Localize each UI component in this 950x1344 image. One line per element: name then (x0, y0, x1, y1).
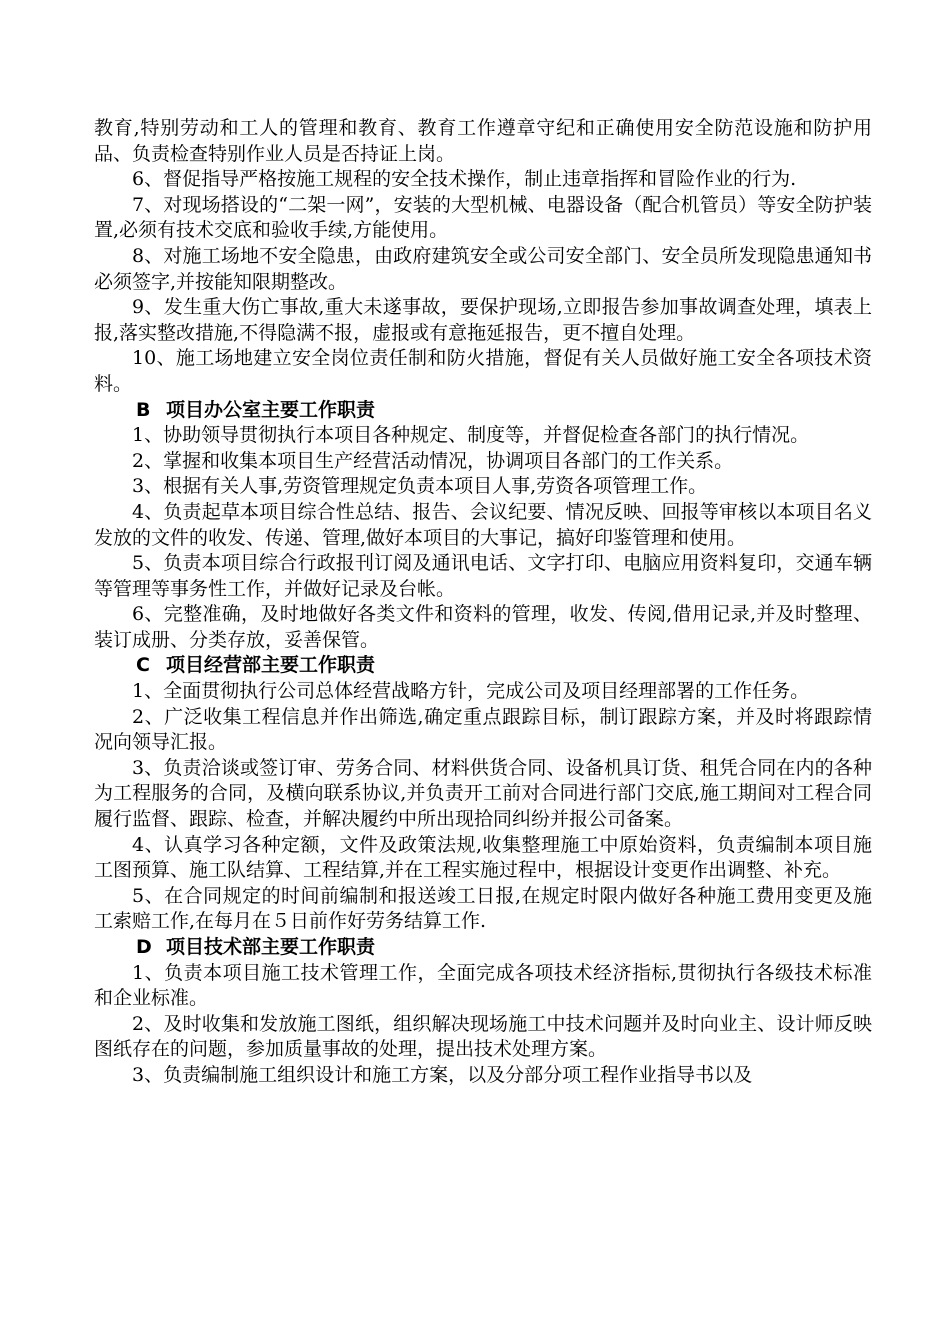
section-title: 项目办公室主要工作职责 (166, 398, 376, 421)
list-item: 2、掌握和收集本项目生产经营活动情况，协调项目各部门的工作关系。 (132, 449, 734, 472)
section-letter: C (136, 654, 150, 677)
list-item: 1、负责本项目施工技术管理工作，全面完成各项技术经济指标,贯彻执行各级技术标准和企业标准。 (94, 961, 872, 1010)
section-heading-d (94, 935, 872, 961)
section-letter: D (136, 936, 152, 958)
list-item: 3、负责洽谈或签订审、劳务合同、材料供货合同、设备机具订货、租凭合同在内的各种为工程服务的合同，及横向联系协议,并负责开工前对合同进行部门交底,施工期间对工程合同履行监督、跟踪、检查，并解决履约中所出现拾同纠纷并报公司备案。 (94, 756, 872, 831)
paragraph: 9、发生重大伤亡事故,重大未遂事故，要保护现场,立即报告参加事故调查处理，填表上报,落实整改措施,不得隐满不报，虚报或有意拖延报告，更不擅自处理。 (94, 296, 872, 344)
list-item: 2、及时收集和发放施工图纸，组织解决现场施工中技术问题并及时向业主、设计师反映图纸存在的问题，参加质量事故的处理，提出技术处理方案。 (94, 1012, 872, 1061)
section-letter: B (136, 398, 151, 421)
paragraph: 10、施工场地建立安全岗位责任制和防火措施，督促有关人员做好施工安全各项技术资料。 (94, 347, 872, 395)
list-item: 5、负责本项目综合行政报刊订阅及通讯电话、文字打印、电脑应用资料复印，交通车辆等管理等事务性工作，并做好记录及台帐。 (94, 552, 872, 600)
paragraph: 8、对施工场地不安全隐患，由政府建筑安全或公司安全部门、安全员所发现隐患通知书必须签字,并按能知限期整改。 (94, 244, 872, 293)
paragraph: 6、督促指导严格按施工规程的安全技术操作，制止违章指挥和冒险作业的行为. (132, 168, 797, 191)
list-item: 5、在合同规定的时间前编制和报送竣工日报,在规定时限内做好各种施工费用变更及施工索赔工作,在每月在５日前作好劳务结算工作. (94, 884, 872, 933)
list-item: 1、协助领导贯彻执行本项目各种规定、制度等，并督促检查各部门的执行情况。 (132, 424, 810, 447)
section-title: 项目技术部主要工作职责 (166, 936, 376, 958)
section-title: 项目经营部主要工作职责 (166, 654, 376, 677)
section-heading-c (94, 653, 872, 679)
list-item: 3、根据有关人事,劳资管理规定负责本项目人事,劳资各项管理工作。 (132, 475, 708, 498)
list-item: 1、全面贯彻执行公司总体经营战略方针，完成公司及项目经理部署的工作任务。 (132, 680, 810, 703)
list-item: 4、认真学习各种定额，文件及政策法规,收集整理施工中原始资料，负责编制本项目施工图预算、施工队结算、工程结算,并在工程实施过程中，根据设计变更作出调整、补充。 (94, 833, 872, 882)
list-item: 3、负责编制施工组织设计和施工方案，以及分部分项工程作业指导书以及 (132, 1063, 753, 1086)
document-page (94, 116, 872, 1089)
paragraph: 教育,特别劳动和工人的管理和教育、教育工作遵章守纪和正确使用安全防范设施和防护用品、负责检查特别作业人员是否持证上岗。 (94, 117, 872, 165)
section-heading-b (94, 398, 872, 424)
paragraph: 7、对现场搭设的“二架一网”，安装的大型机械、电器设备（配合机管员）等安全防护装置,必须有技术交底和验收手续,方能使用。 (94, 193, 872, 242)
list-item: 2、广泛收集工程信息并作出筛选,确定重点跟踪目标，制订跟踪方案，并及时将跟踪情况向领导汇报。 (94, 705, 872, 754)
list-item: 6、完整准确，及时地做好各类文件和资料的管理，收发、传阅,借用记录,并及时整理、装订成册、分类存放，妥善保管。 (94, 603, 872, 651)
list-item: 4、负责起草本项目综合性总结、报告、会议纪要、情况反映、回报等审核以本项目名义发放的文件的收发、传递、管理,做好本项目的大事记，搞好印鉴管理和使用。 (94, 500, 872, 549)
